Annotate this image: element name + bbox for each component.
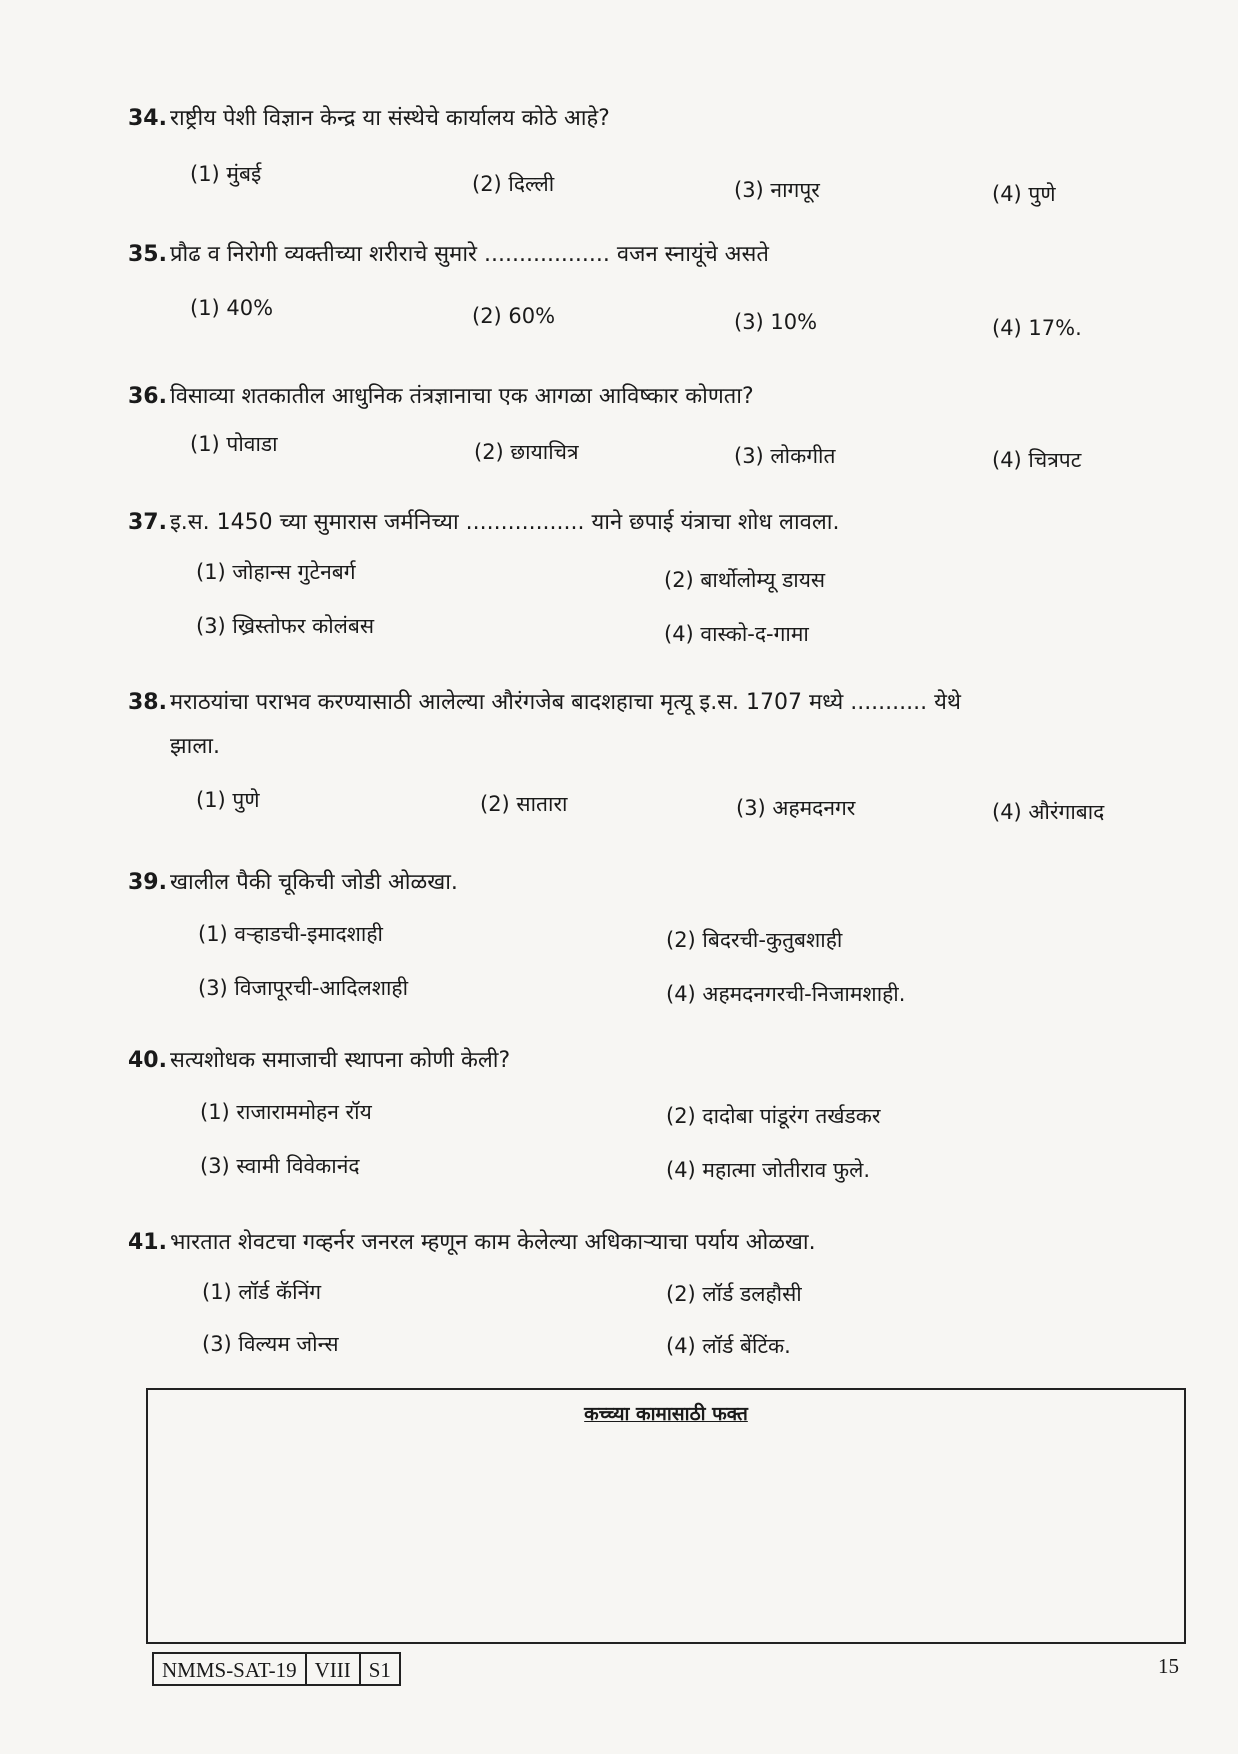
question-number: 40. — [128, 1048, 167, 1073]
option-4[interactable]: (4) वास्को-द-गामा — [664, 622, 809, 646]
option-1[interactable]: (1) वऱ्हाडची-इमादशाही — [198, 922, 383, 946]
exam-code: NMMS-SAT-19 — [154, 1654, 307, 1684]
option-4[interactable]: (4) महात्मा जोतीराव फुले. — [666, 1158, 871, 1182]
option-4[interactable]: (4) लॉर्ड बेंटिंक. — [666, 1334, 791, 1358]
option-2[interactable]: (2) दिल्ली — [472, 172, 555, 196]
option-3[interactable]: (3) स्वामी विवेकानंद — [200, 1154, 360, 1178]
option-2[interactable]: (2) लॉर्ड डलहौसी — [666, 1282, 802, 1306]
option-3[interactable]: (3) ख्रिस्तोफर कोलंबस — [196, 614, 375, 638]
option-3[interactable]: (3) अहमदनगर — [736, 796, 856, 820]
option-1[interactable]: (1) लॉर्ड कॅनिंग — [202, 1280, 322, 1304]
option-4[interactable]: (4) औरंगाबाद — [992, 800, 1105, 824]
set-label: S1 — [368, 1658, 391, 1682]
question-36 — [128, 380, 754, 410]
question-number: 35. — [128, 242, 167, 267]
option-3[interactable]: (3) नागपूर — [734, 178, 820, 202]
option-3[interactable]: (3) लोकगीत — [734, 444, 836, 468]
question-38 — [128, 686, 961, 760]
question-text: खालील पैकी चूकिची जोडी ओळखा. — [170, 870, 458, 895]
option-4[interactable]: (4) चित्रपट — [992, 448, 1082, 472]
question-text: राष्ट्रीय पेशी विज्ञान केन्द्र या संस्थेचे कार्यालय कोठे आहे? — [170, 106, 610, 131]
page-number: 15 — [1158, 1654, 1179, 1678]
rough-work-box — [146, 1388, 1186, 1644]
option-2[interactable]: (2) सातारा — [480, 792, 568, 816]
option-3[interactable]: (3) 10% — [734, 310, 818, 334]
question-text-continued: झाला. — [170, 734, 220, 759]
question-text: विसाव्या शतकातील आधुनिक तंत्रज्ञानाचा एक आगळा आविष्कार कोणता? — [170, 384, 754, 409]
option-4[interactable]: (4) अहमदनगरची-निजामशाही. — [666, 982, 906, 1006]
option-4[interactable]: (4) 17%. — [992, 316, 1082, 340]
option-1[interactable]: (1) मुंबई — [190, 162, 262, 186]
question-40 — [128, 1044, 510, 1074]
option-3[interactable]: (3) विल्यम जोन्स — [202, 1332, 339, 1356]
option-1[interactable]: (1) 40% — [190, 296, 274, 320]
option-2[interactable]: (2) छायाचित्र — [474, 440, 579, 464]
question-text: इ.स. 1450 च्या सुमारास जर्मनिच्या ................. याने छपाई यंत्राचा शोध लावला. — [170, 510, 840, 535]
question-text: भारतात शेवटचा गव्हर्नर जनरल म्हणून काम केलेल्या अधिकाऱ्याचा पर्याय ओळखा. — [170, 1230, 816, 1255]
question-text: प्रौढ व निरोगी व्यक्तीच्या शरीराचे सुमारे .................. वजन स्नायूंचे असते — [170, 242, 769, 267]
option-1[interactable]: (1) पुणे — [196, 788, 260, 812]
option-3[interactable]: (3) विजापूरची-आदिलशाही — [198, 976, 409, 1000]
option-1[interactable]: (1) जोहान्स गुटेनबर्ग — [196, 560, 356, 584]
rough-work-title: कच्च्या कामासाठी फक्त — [584, 1403, 748, 1425]
option-2[interactable]: (2) दादोबा पांडूरंग तर्खडकर — [666, 1104, 881, 1128]
option-1[interactable]: (1) पोवाडा — [190, 432, 278, 456]
question-34 — [128, 102, 610, 132]
option-2[interactable]: (2) बिदरची-कुतुबशाही — [666, 928, 843, 952]
option-2[interactable]: (2) बार्थोलोम्यू डायस — [664, 568, 826, 592]
question-number: 41. — [128, 1230, 167, 1255]
question-text: मराठयांचा पराभव करण्यासाठी आलेल्या औरंगजेब बादशहाचा मृत्यू इ.स. 1707 मध्ये ........... येथे — [170, 690, 961, 715]
question-number: 39. — [128, 870, 167, 895]
question-35 — [128, 238, 769, 268]
question-number: 38. — [128, 690, 167, 715]
option-1[interactable]: (1) राजाराममोहन रॉय — [200, 1100, 372, 1124]
question-number: 37. — [128, 510, 167, 535]
option-2[interactable]: (2) 60% — [472, 304, 556, 328]
option-4[interactable]: (4) पुणे — [992, 182, 1056, 206]
class-label: VIII — [307, 1654, 361, 1684]
question-text: सत्यशोधक समाजाची स्थापना कोणी केली? — [170, 1048, 511, 1073]
question-number: 36. — [128, 384, 167, 409]
question-41 — [128, 1226, 816, 1256]
question-number: 34. — [128, 106, 167, 131]
footer-code-box — [152, 1652, 401, 1686]
question-37 — [128, 506, 840, 536]
question-39 — [128, 866, 458, 896]
